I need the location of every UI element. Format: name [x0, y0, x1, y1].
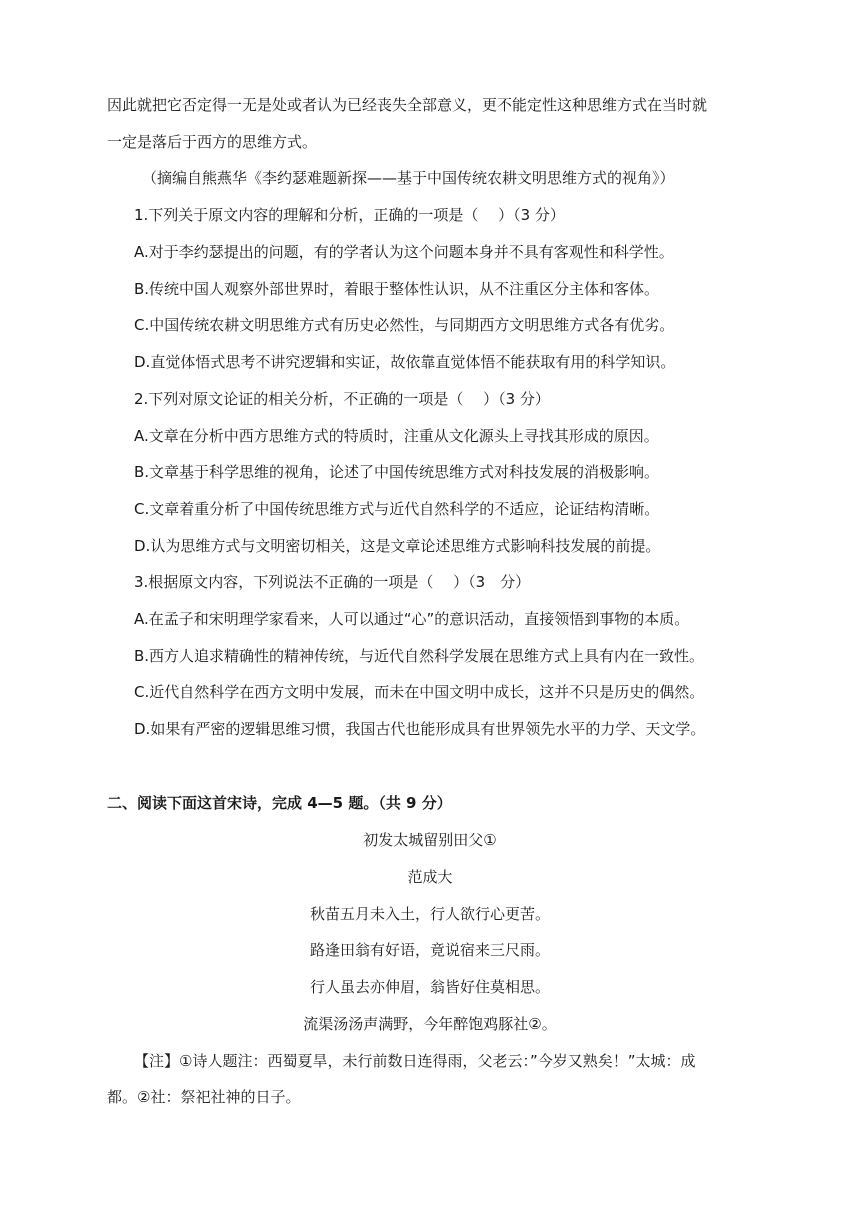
poem-title: 初发太城留别田父① — [363, 831, 497, 849]
question-2-stem: 2.下列对原文论证的相关分析，不正确的一项是（ ）（3 分） — [134, 390, 550, 408]
question-2-option-a: A.文章在分析中西方思维方式的特质时，注重从文化源头上寻找其形成的原因。 — [134, 427, 659, 445]
question-3-option-a: A.在孟子和宋明理学家看来，人可以通过“心”的意识活动，直接领悟到事物的本质。 — [134, 610, 690, 628]
passage-line-2: 一定是落后于西方的思维方式。 — [107, 133, 318, 151]
question-1-option-d: D.直觉体悟式思考不讲究逻辑和实证，故依靠直觉体悟不能获取有用的科学知识。 — [134, 353, 676, 371]
poem-line-4: 流渠汤汤声满野，今年醉饱鸡豚社②。 — [303, 1015, 557, 1033]
passage-line-1: 因此就把它否定得一无是处或者认为已经丧失全部意义，更不能定性这种思维方式在当时就 — [107, 96, 708, 114]
poem-line-1: 秋苗五月未入土，行人欲行心更苦。 — [309, 905, 550, 923]
question-3-option-c: C.近代自然科学在西方文明中发展，而未在中国文明中成长，这并不只是历史的偶然。 — [134, 683, 705, 701]
poem-line-3: 行人虽去亦伸眉，翁皆好住莫相思。 — [309, 978, 550, 996]
passage-source: （摘编自熊燕华《李约瑟难题新探——基于中国传统农耕文明思维方式的视角》） — [142, 169, 675, 187]
question-3-option-b: B.西方人追求精确性的精神传统，与近代自然科学发展在思维方式上具有内在一致性。 — [134, 647, 705, 665]
question-1-stem: 1.下列关于原文内容的理解和分析，正确的一项是（ ）（3 分） — [134, 206, 565, 224]
question-2-option-d: D.认为思维方式与文明密切相关，这是文章论述思维方式影响科技发展的前提。 — [134, 537, 661, 555]
question-3-stem: 3.根据原文内容，下列说法不正确的一项是（ ）（3 分） — [134, 573, 531, 591]
poem-author: 范成大 — [407, 868, 453, 886]
poem-line-2: 路逢田翁有好语，竟说宿来三尺雨。 — [309, 941, 550, 959]
poem-note-line-2: 都。②社：祭祀社神的日子。 — [107, 1088, 301, 1106]
question-1-option-a: A.对于李约瑟提出的问题，有的学者认为这个问题本身并不具有客观性和科学性。 — [134, 243, 674, 261]
question-3-option-d: D.如果有严密的逻辑思维习惯，我国古代也能形成具有世界领先水平的力学、天文学。 — [134, 720, 706, 738]
question-2-option-c: C.文章着重分析了中国传统思维方式与近代自然科学的不适应，论证结构清晰。 — [134, 500, 660, 518]
question-1-option-b: B.传统中国人观察外部世界时，着眼于整体性认识，从不注重区分主体和客体。 — [134, 280, 660, 298]
question-2-option-b: B.文章基于科学思维的视角，论述了中国传统思维方式对科技发展的消极影响。 — [134, 463, 660, 481]
question-1-option-c: C.中国传统农耕文明思维方式有历史必然性，与同期西方文明思维方式各有优劣。 — [134, 316, 675, 334]
section-2-heading: 二、阅读下面这首宋诗，完成 4—5 题。（共 9 分） — [107, 794, 452, 812]
poem-note-line-1: 【注】①诗人题注：西蜀夏旱，未行前数日连得雨，父老云：”今岁又熟矣！”太城：成 — [134, 1052, 696, 1070]
